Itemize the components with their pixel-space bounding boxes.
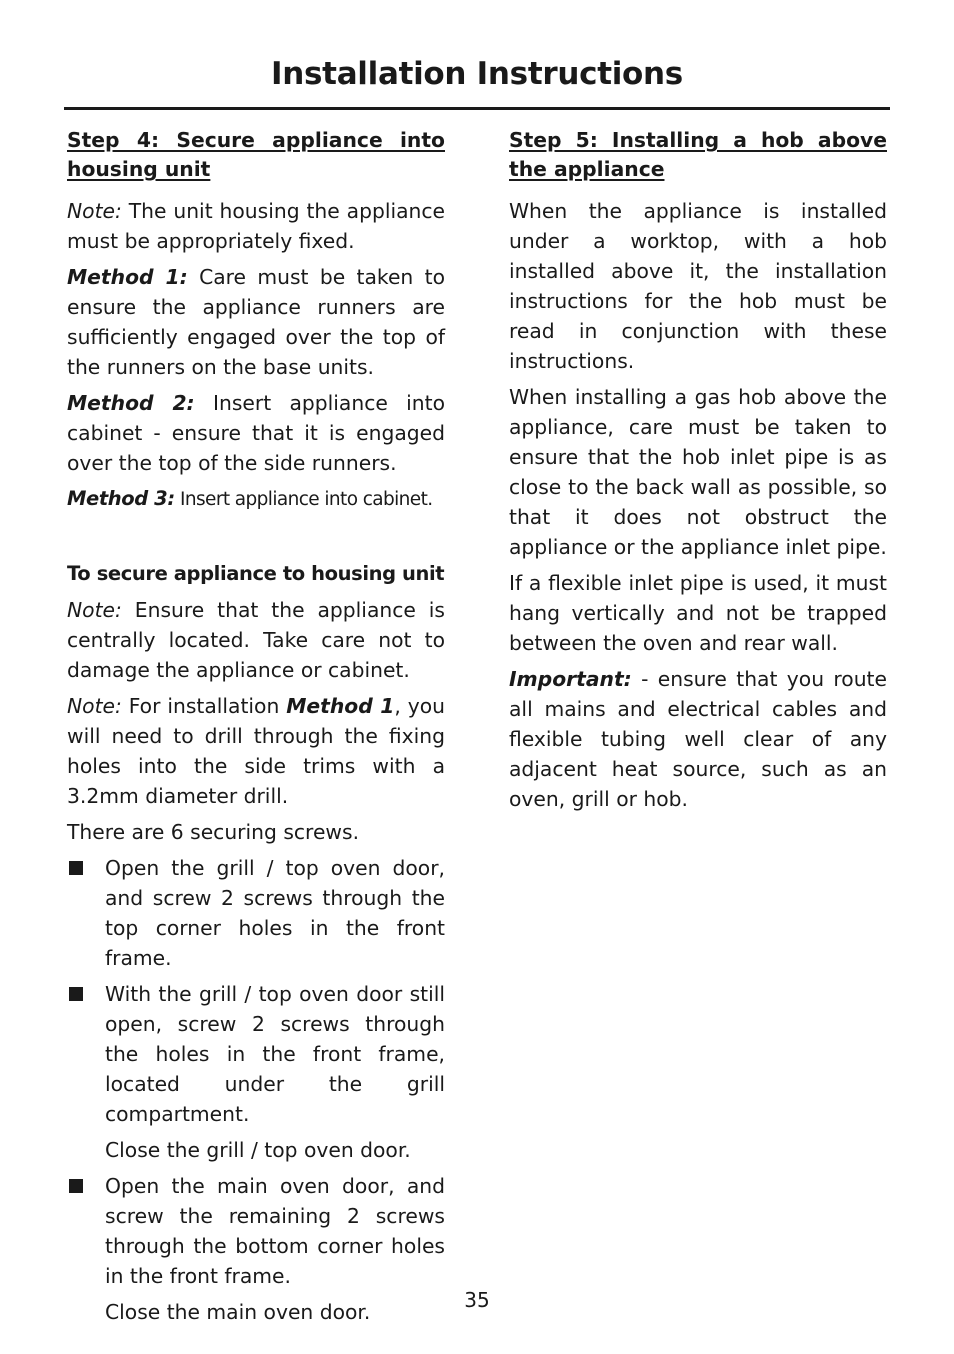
list-item xyxy=(67,853,445,973)
square-bullet-icon xyxy=(69,987,83,1001)
step4-heading: Step 4: Secure appliance into housing unit xyxy=(67,128,445,181)
important-text: - ensure that you route all mains and electrical cables and flexible tubing well clear of any adjacent heat source, such as an oven, grill or hob. xyxy=(509,667,887,811)
method2-paragraph xyxy=(67,388,445,478)
note-text: For installation xyxy=(121,694,287,718)
screw-steps-list-continued xyxy=(67,1171,445,1291)
method3-text: Insert appliance into cabinet. xyxy=(174,489,433,510)
method1-text: Care must be taken to ensure the appliance runners are sufficiently engaged over the top of the runners on the base units. xyxy=(67,265,445,379)
screw-steps-list xyxy=(67,853,445,1129)
list-item-text: Open the grill / top oven door, and screw 2 screws through the top corner holes in the front frame. xyxy=(105,856,445,970)
hob-paragraph-2: When installing a gas hob above the appliance, care must be taken to ensure that the hob inlet pipe is as close to the back wall as possible, so that it does not obstruct the appliance or the appliance inlet pipe. xyxy=(509,385,887,559)
method3-paragraph xyxy=(67,484,445,515)
method1-reference: Method 1 xyxy=(286,694,395,718)
square-bullet-icon xyxy=(69,1179,83,1193)
important-label: Important: xyxy=(509,667,632,691)
note-centrally-located xyxy=(67,595,445,685)
list-item-text: Open the main oven door, and screw the remaining 2 screws through the bottom corner holes in the front frame. xyxy=(105,1174,445,1288)
hob-paragraph-3: If a flexible inlet pipe is used, it must hang vertically and not be trapped between the oven and rear wall. xyxy=(509,571,887,655)
note-label: Note: xyxy=(67,199,122,223)
method1-label: Method 1: xyxy=(67,265,188,289)
page-number: 35 xyxy=(464,1288,490,1312)
method2-label: Method 2: xyxy=(67,391,195,415)
list-item-text: With the grill / top oven door still open, screw 2 screws through the holes in the front frame, located under the grill compartment. xyxy=(105,982,445,1126)
hob-paragraph-1: When the appliance is installed under a worktop, with a hob installed above it, the installation instructions for the hob must be read in conjunction with these instructions. xyxy=(509,199,887,373)
close-main-text: Close the main oven door. xyxy=(105,1300,371,1324)
list-item xyxy=(67,979,445,1129)
list-item xyxy=(67,1171,445,1291)
note-text: , you will need to drill through the fixing holes into the side trims with a 3.2mm diameter drill. xyxy=(67,694,445,808)
right-column xyxy=(509,126,887,820)
screw-count: There are 6 securing screws. xyxy=(67,820,360,844)
square-bullet-icon xyxy=(69,861,83,875)
note-label: Note: xyxy=(67,598,122,622)
left-column xyxy=(67,126,445,1333)
note-housing-fixed xyxy=(67,196,445,256)
method3-label: Method 3: xyxy=(67,487,175,510)
page-title: Installation Instructions xyxy=(271,56,683,92)
close-grill-text: Close the grill / top oven door. xyxy=(105,1138,411,1162)
title-divider xyxy=(64,107,890,110)
note-drill xyxy=(67,691,445,811)
important-paragraph xyxy=(509,664,887,814)
note-text: The unit housing the appliance must be appropriately fixed. xyxy=(67,199,445,253)
note-text: Ensure that the appliance is centrally located. Take care not to damage the appliance or cabinet. xyxy=(67,598,445,682)
secure-subheading: To secure appliance to housing unit xyxy=(67,562,445,585)
method2-text: Insert appliance into cabinet - ensure that it is engaged over the top of the side runners. xyxy=(67,391,446,475)
method1-paragraph xyxy=(67,262,445,382)
note-label: Note: xyxy=(67,694,122,718)
step5-heading: Step 5: Installing a hob above the appliance xyxy=(509,128,887,181)
